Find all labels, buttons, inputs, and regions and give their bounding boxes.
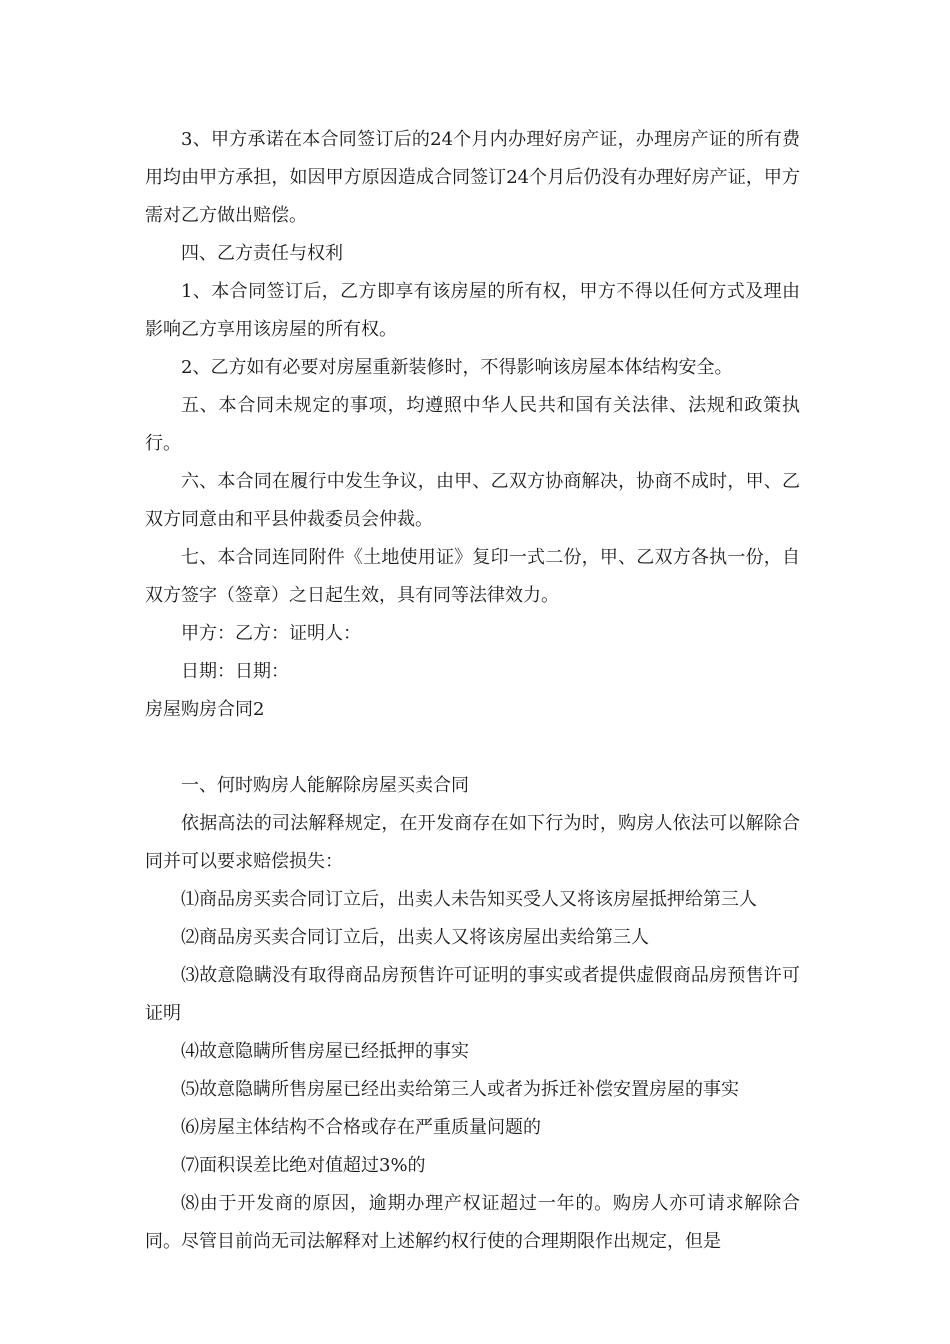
clause-3-paragraph: 3、甲方承诺在本合同签订后的24个月内办理好房产证，办理房产证的所有费用均由甲方承担，如因甲方原因造成合同签订24个月后仍没有办理好房产证，甲方需对乙方做出赔偿。 [145, 129, 800, 226]
list-item-1: ⑴商品房买卖合同订立后，出卖人未告知买受人又将该房屋抵押给第三人 [181, 889, 757, 910]
contract-2-title: 房屋购房合同2 [145, 699, 265, 720]
section-4-heading: 四、乙方责任与权利 [181, 243, 343, 264]
list-item-2: ⑵商品房买卖合同订立后，出卖人又将该房屋出卖给第三人 [181, 927, 649, 948]
list-item-4: ⑷故意隐瞒所售房屋已经抵押的事实 [181, 1041, 469, 1062]
list-item-8: ⑻由于开发商的原因，逾期办理产权证超过一年的。购房人亦可请求解除合同。尽管目前尚无司法解释对上述解约权行使的合理期限作出规定，但是 [145, 1193, 800, 1252]
section-6-paragraph: 六、本合同在履行中发生争议，由甲、乙双方协商解决，协商不成时，甲、乙双方同意由和平县仲裁委员会仲裁。 [145, 471, 800, 530]
section-4-clause-2: 2、乙方如有必要对房屋重新装修时，不得影响该房屋本体结构安全。 [181, 357, 733, 378]
section-5-paragraph: 五、本合同未规定的事项，均遵照中华人民共和国有关法律、法规和政策执行。 [145, 395, 800, 454]
blank-line [145, 729, 800, 767]
legal-basis-paragraph: 依据高法的司法解释规定，在开发商存在如下行为时，购房人依法可以解除合同并可以要求赔偿损失： [145, 813, 800, 872]
question-1-heading: 一、何时购房人能解除房屋买卖合同 [181, 775, 469, 796]
list-item-7: ⑺面积误差比绝对值超过3%的 [181, 1155, 426, 1176]
signature-line: 甲方：乙方：证明人： [181, 623, 361, 644]
list-item-6: ⑹房屋主体结构不合格或存在严重质量问题的 [181, 1117, 541, 1138]
list-item-3: ⑶故意隐瞒没有取得商品房预售许可证明的事实或者提供虚假商品房预售许可证明 [145, 965, 800, 1024]
document-body [145, 121, 800, 1261]
section-7-paragraph: 七、本合同连同附件《土地使用证》复印一式二份，甲、乙双方各执一份，自双方签字（签章）之日起生效，具有同等法律效力。 [145, 547, 800, 606]
section-4-clause-1: 1、本合同签订后，乙方即享有该房屋的所有权，甲方不得以任何方式及理由影响乙方享用该房屋的所有权。 [145, 281, 800, 340]
list-item-5: ⑸故意隐瞒所售房屋已经出卖给第三人或者为拆迁补偿安置房屋的事实 [181, 1079, 739, 1100]
date-line: 日期：日期： [181, 661, 289, 682]
